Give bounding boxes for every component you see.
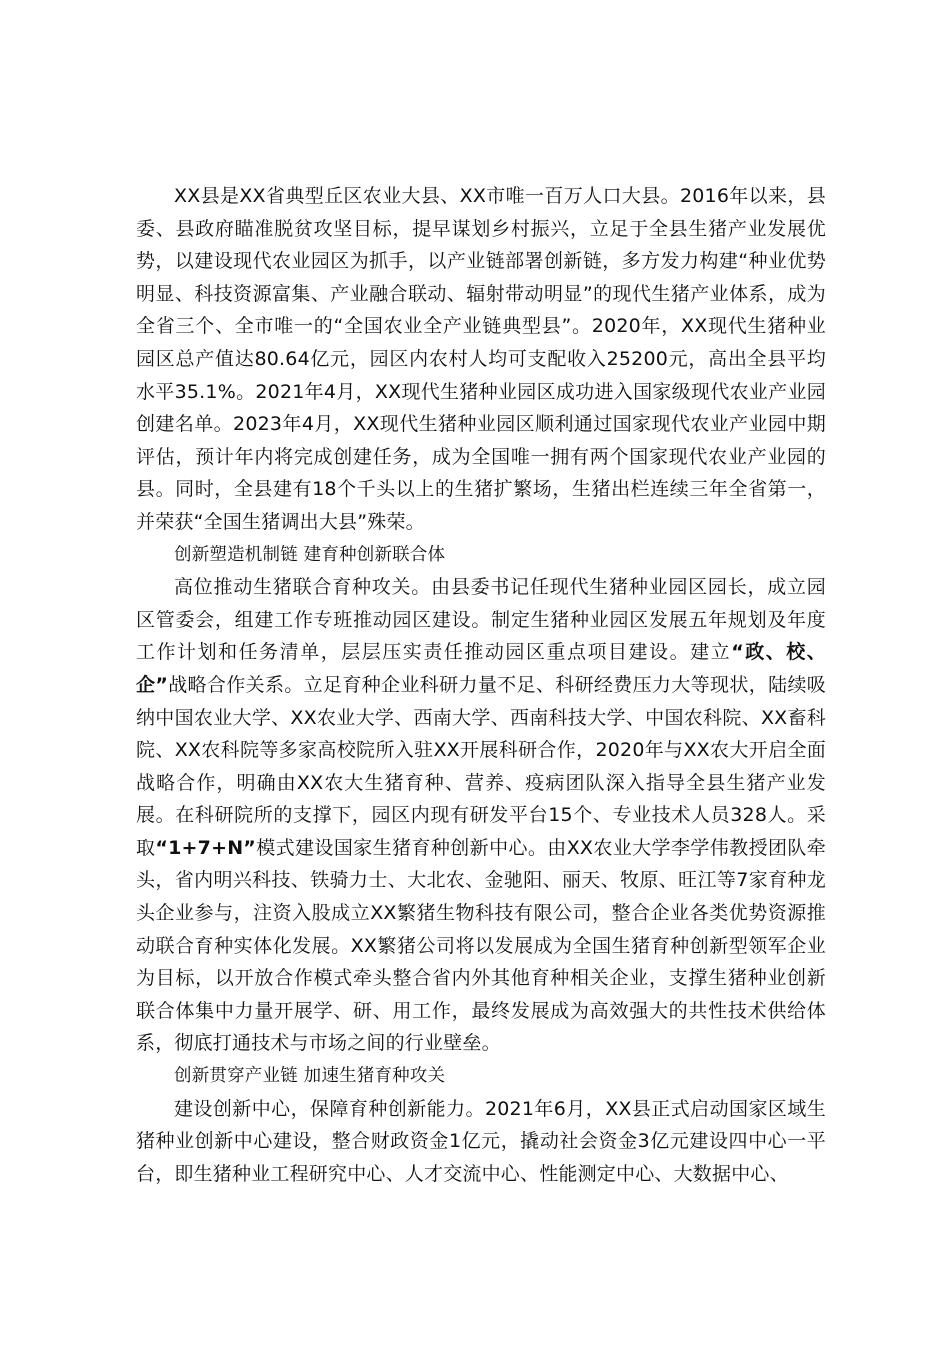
mechanism-bold-model: “1+7+N” [155, 836, 256, 859]
innovation-center-paragraph: 建设创新中心，保障育种创新能力。2021年6月，XX县正式启动国家区域生猪种业创新中心建设，整合财政资金1亿元，撬动社会资金3亿元建设四中心一平台，即生猪种业工程研究中心、人才交流中心、性能测定中心、大数据中心、 [136, 1097, 826, 1185]
mechanism-text-part-1: 高位推动生猪联合育种攻关。由县委书记任现代生猪种业园区园长，成立园区管委会，组建工作专班推动园区建设。制定生猪种业园区发展五年规划及年度工作计划和任务清单，层层压实责任推动园区重点项目建设。建立 [136, 576, 826, 664]
document-page [136, 180, 826, 1190]
mechanism-text-part-3: 模式建设国家生猪育种创新中心。由XX农业大学李学伟教授团队牵头，省内明兴科技、铁骑力士、大北农、金驰阳、丽天、牧原、旺江等7家育种龙头企业参与，注资入股成立XX繁猪生物科技有限公司，整合企业各类优势资源推动联合育种实体化发展。XX繁猪公司将以发展成为全国生猪育种创新型领军企业为目标，以开放合作模式牵头整合省内外其他育种相关企业，支撑生猪种业创新联合体集中力量开展学、研、用工作，最终发展成为高效强大的共性技术供给体系，彻底打通技术与市场之间的行业壁垒。 [136, 836, 826, 1055]
mechanism-paragraph [136, 571, 826, 1060]
mechanism-text-part-2: 战略合作关系。立足育种企业科研力量不足、科研经费压力大等现状，陆续吸纳中国农业大学、XX农业大学、西南大学、西南科技大学、中国农科院、XX畜科院、XX农科院等多家高校院所入驻XX开展科研合作，2020年与XX农大开启全面战略合作，明确由XX农大生猪育种、营养、疫病团队深入指导全县生猪产业发展。在科研院所的支撑下，园区内现有研发平台15个、专业技术人员328人。采取 [136, 673, 826, 859]
mechanism-bold-quote-1: “政、校、企” [136, 641, 826, 696]
intro-paragraph: XX县是XX省典型丘区农业大县、XX市唯一百万人口大县。2016年以来，县委、县政府瞄准脱贫攻坚目标，提早谋划乡村振兴，立足于全县生猪产业发展优势，以建设现代农业园区为抓手，以产业链部署创新链，多方发力构建“种业优势明显、科技资源富集、产业融合联动、辐射带动明显”的现代生猪产业体系，成为全省三个、全市唯一的“全国农业全产业链典型县”。2020年，XX现代生猪种业园区总产值达80.64亿元，园区内农村人均可支配收入25200元，高出全县平均水平35.1%。2021年4月，XX现代生猪种业园区成功进入国家级现代农业产业园创建名单。2023年4月，XX现代生猪种业园区顺利通过国家现代农业产业园中期评估，预计年内将完成创建任务，成为全国唯一拥有两个国家现代农业产业园的县。同时，全县建有18个千头以上的生猪扩繁场，生猪出栏连续三年全省第一，并荣获“全国生猪调出大县”殊荣。 [136, 185, 826, 533]
section-heading-mechanism-chain: 创新塑造机制链 建育种创新联合体 [174, 544, 446, 565]
section-heading-industry-chain: 创新贯穿产业链 加速生猪育种攻关 [174, 1066, 446, 1087]
